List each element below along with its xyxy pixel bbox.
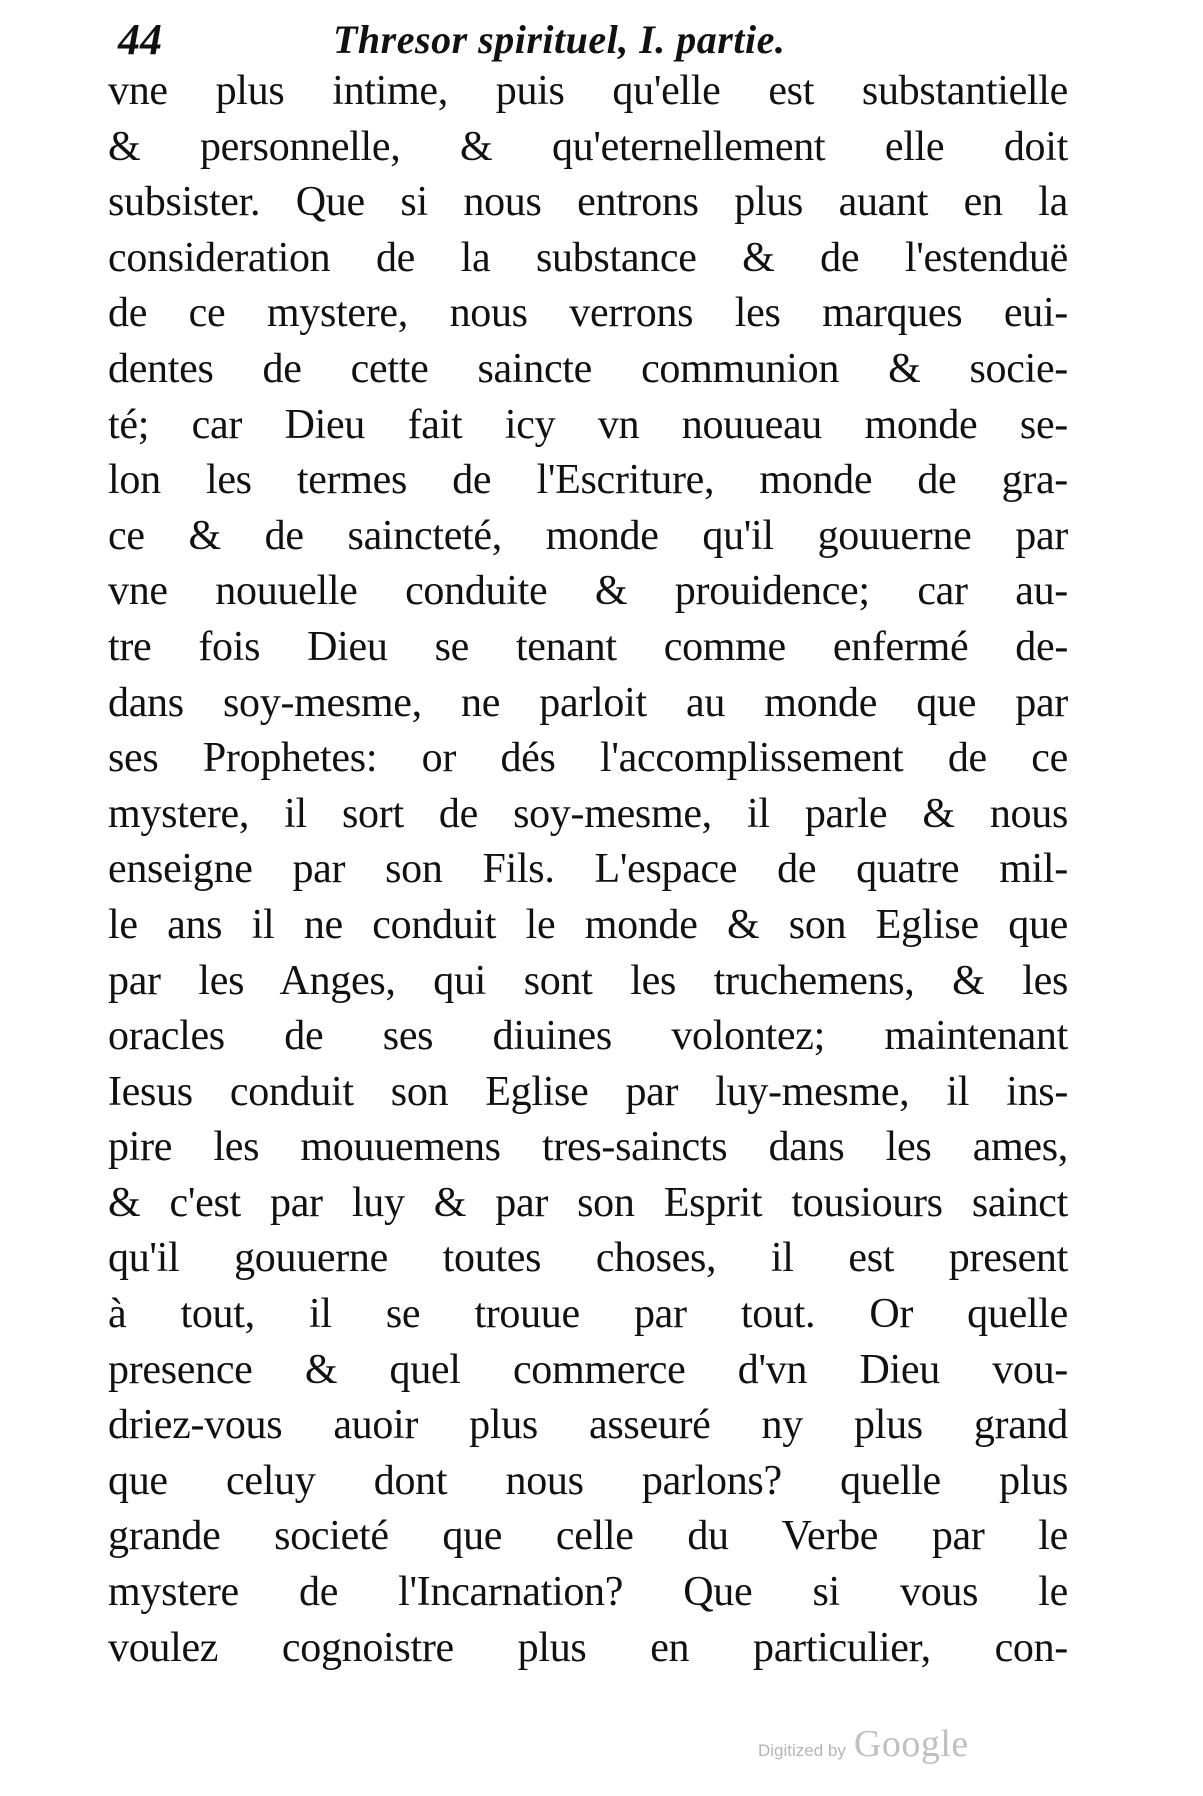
- text-line: vne plus intime, puis qu'elle est substantielle: [108, 68, 1068, 114]
- text-line: consideration de la substance & de l'estenduë: [108, 234, 1068, 281]
- text-line: té; car Dieu fait icy vn nouueau monde se-: [108, 401, 1068, 448]
- page-number: 44: [118, 15, 162, 64]
- text-line: & personnelle, & qu'eternellement elle doit: [108, 123, 1068, 170]
- watermark-prefix: Digitized by: [758, 1741, 846, 1760]
- text-line: lon les termes de l'Escriture, monde de gra-: [108, 457, 1068, 504]
- text-line: pire les mouuemens tres-saincts dans les ames,: [108, 1124, 1068, 1171]
- text-line: voulez cognoistre plus en particulier, con-: [108, 1624, 1068, 1671]
- text-line: de ce mystere, nous verrons les marques eui-: [108, 290, 1068, 337]
- text-line: qu'il gouuerne toutes choses, il est present: [108, 1235, 1068, 1282]
- text-line: driez-vous auoir plus asseuré ny plus grand: [108, 1402, 1068, 1449]
- text-line: oracles de ses diuines volontez; maintenant: [108, 1013, 1068, 1060]
- text-line: ce & de saincteté, monde qu'il gouuerne par: [108, 512, 1068, 559]
- digitized-by-watermark: [758, 1722, 969, 1765]
- text-line: grande societé que celle du Verbe par le: [108, 1513, 1068, 1560]
- text-line: le ans il ne conduit le monde & son Eglise que: [108, 901, 1068, 948]
- google-logo: Google: [853, 1723, 969, 1765]
- text-line: Iesus conduit son Eglise par luy-mesme, il ins-: [108, 1068, 1068, 1115]
- text-line: mystere, il sort de soy-mesme, il parle & nous: [108, 790, 1068, 837]
- text-line: tre fois Dieu se tenant comme enfermé de-: [108, 623, 1068, 670]
- text-line: à tout, il se trouue par tout. Or quelle: [108, 1291, 1068, 1338]
- text-line: dans soy-mesme, ne parloit au monde que par: [108, 679, 1068, 726]
- text-line: subsister. Que si nous entrons plus auant en la: [108, 179, 1068, 226]
- text-line: enseigne par son Fils. L'espace de quatre mil-: [108, 846, 1068, 893]
- text-line: vne nouuelle conduite & prouidence; car au-: [108, 568, 1068, 615]
- running-head: [118, 14, 1078, 66]
- text-line: mystere de l'Incarnation? Que si vous le: [108, 1569, 1068, 1616]
- running-title: Thresor spirituel, I. partie.: [333, 17, 786, 62]
- text-line: que celuy dont nous parlons? quelle plus: [108, 1457, 1068, 1504]
- text-line: ses Prophetes: or dés l'accomplissement de ce: [108, 735, 1068, 782]
- body-text: [108, 64, 1068, 1676]
- text-line: presence & quel commerce d'vn Dieu vou-: [108, 1346, 1068, 1393]
- text-line: & c'est par luy & par son Esprit tousiours sainct: [108, 1179, 1068, 1226]
- text-line: par les Anges, qui sont les truchemens, & les: [108, 957, 1068, 1004]
- text-line: dentes de cette saincte communion & socie-: [108, 345, 1068, 392]
